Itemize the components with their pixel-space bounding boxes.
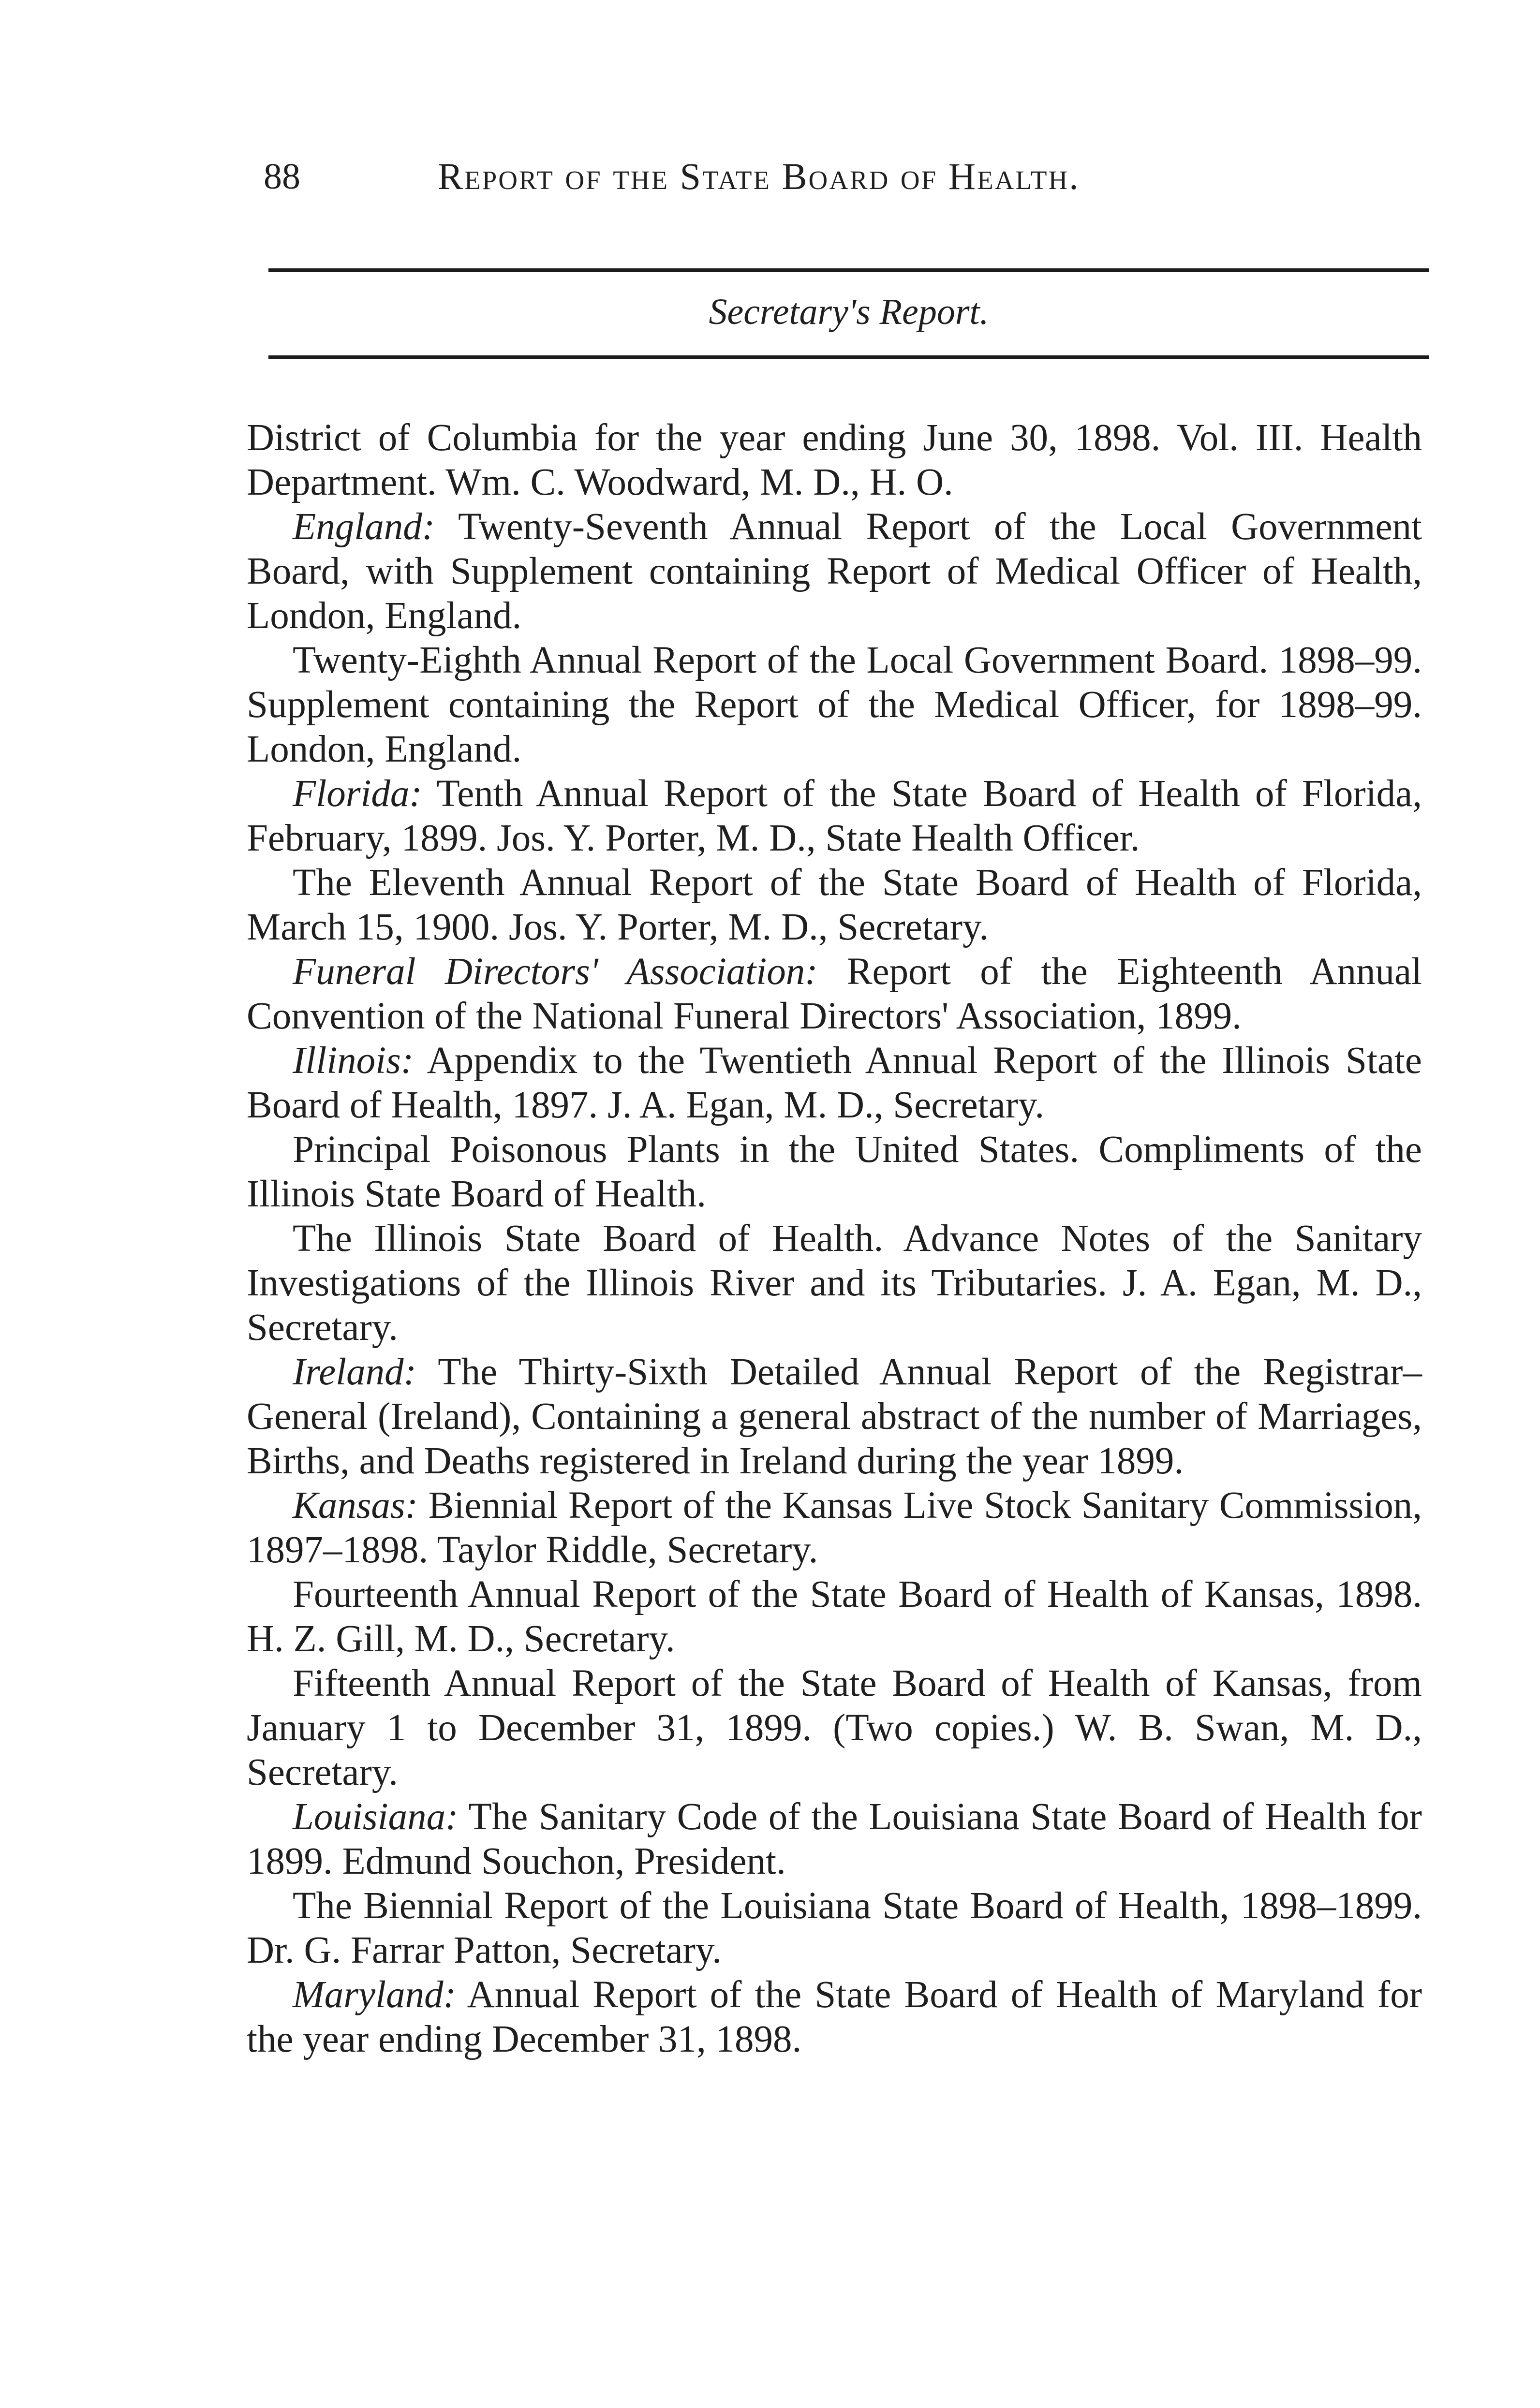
section-title: Secretary's Report. xyxy=(709,292,989,332)
paragraph xyxy=(247,772,1422,861)
paragraph-text: Biennial Report of the Kansas Live Stock Sanitary Commission, 1897–1898. Taylor Riddle, Secretary. xyxy=(247,1484,1422,1571)
paragraph xyxy=(247,861,1422,950)
paragraph-text: The Sanitary Code of the Louisiana State Board of Health for 1899. Edmund Souchon, President. xyxy=(247,1796,1422,1882)
running-title: Report of the State Board of Health. xyxy=(438,155,1080,197)
paragraph xyxy=(247,1884,1422,1973)
paragraph xyxy=(247,1973,1422,2062)
paragraph-text: The Thirty-Sixth Detailed Annual Report of the Registrar–General (Ireland), Containing a general abstract of the number of Marriages, Births, and Deaths registered in Ireland during the year 1899. xyxy=(247,1351,1422,1482)
paragraph xyxy=(247,1661,1422,1795)
paragraph-text: Twenty-Seventh Annual Report of the Local Government Board, with Supplement containing Report of Medical Officer of Health, London, England. xyxy=(247,506,1422,637)
paragraph xyxy=(247,1217,1422,1350)
paragraph-text: The Eleventh Annual Report of the State Board of Health of Florida, March 15, 1900. Jos. Y. Porter, M. D., Secretary. xyxy=(247,862,1422,948)
paragraph-text: Annual Report of the State Board of Health of Maryland for the year ending December 31, 1898. xyxy=(247,1974,1422,2060)
paragraph-text: The Illinois State Board of Health. Advance Notes of the Sanitary Investigations of the Illinois River and its Tributaries. J. A. Egan, M. D., Secretary. xyxy=(247,1218,1422,1349)
paragraph-text: Twenty-Eighth Annual Report of the Local Government Board. 1898–99. Supplement containing the Report of the Medical Officer, for 1898–99. London, England. xyxy=(247,639,1422,770)
paragraph xyxy=(247,505,1422,638)
paragraph-text: Fourteenth Annual Report of the State Board of Health of Kansas, 1898. H. Z. Gill, M. D., Secretary. xyxy=(247,1573,1422,1660)
paragraph xyxy=(247,1483,1422,1572)
paragraph-lead: England: xyxy=(293,506,435,548)
paragraph xyxy=(247,416,1422,505)
paragraph xyxy=(247,950,1422,1039)
paragraph xyxy=(247,1350,1422,1483)
paragraph xyxy=(247,638,1422,772)
paragraph-lead: Maryland: xyxy=(293,1974,456,2016)
paragraph xyxy=(247,1795,1422,1884)
paragraph-text: Tenth Annual Report of the State Board of Health of Florida, February, 1899. Jos. Y. Porter, M. D., State Health Officer. xyxy=(247,773,1422,859)
page-number: 88 xyxy=(264,156,300,197)
paragraph-lead: Florida: xyxy=(293,773,422,815)
body-text xyxy=(247,416,1422,2062)
paragraph-text: Report of the Eighteenth Annual Convention of the National Funeral Directors' Association, 1899. xyxy=(247,951,1422,1037)
top-rule xyxy=(268,268,1429,272)
paragraph-text: District of Columbia for the year ending June 30, 1898. Vol. III. Health Department. Wm. C. Woodward, M. D., H. O. xyxy=(247,417,1422,503)
paragraph-lead: Louisiana: xyxy=(293,1796,459,1838)
paragraph-lead: Kansas: xyxy=(293,1484,418,1527)
paragraph-text: Principal Poisonous Plants in the United States. Compliments of the Illinois State Board of Health. xyxy=(247,1129,1422,1215)
paragraph-lead: Illinois: xyxy=(293,1040,414,1082)
paragraph-lead: Funeral Directors' Association: xyxy=(293,951,818,993)
paragraph-text: The Biennial Report of the Louisiana State Board of Health, 1898–1899. Dr. G. Farrar Patton, Secretary. xyxy=(247,1885,1422,1971)
paragraph-text: Fifteenth Annual Report of the State Board of Health of Kansas, from January 1 to December 31, 1899. (Two copies.) W. B. Swan, M. D., Secretary. xyxy=(247,1662,1422,1793)
paragraph xyxy=(247,1039,1422,1128)
paragraph-lead: Ireland: xyxy=(293,1351,416,1393)
paragraph-text: Appendix to the Twentieth Annual Report of the Illinois State Board of Health, 1897. J. A. Egan, M. D., Secretary. xyxy=(247,1040,1422,1126)
bottom-rule xyxy=(268,355,1429,359)
paragraph xyxy=(247,1572,1422,1661)
running-head xyxy=(264,150,1424,203)
paragraph xyxy=(247,1128,1422,1217)
